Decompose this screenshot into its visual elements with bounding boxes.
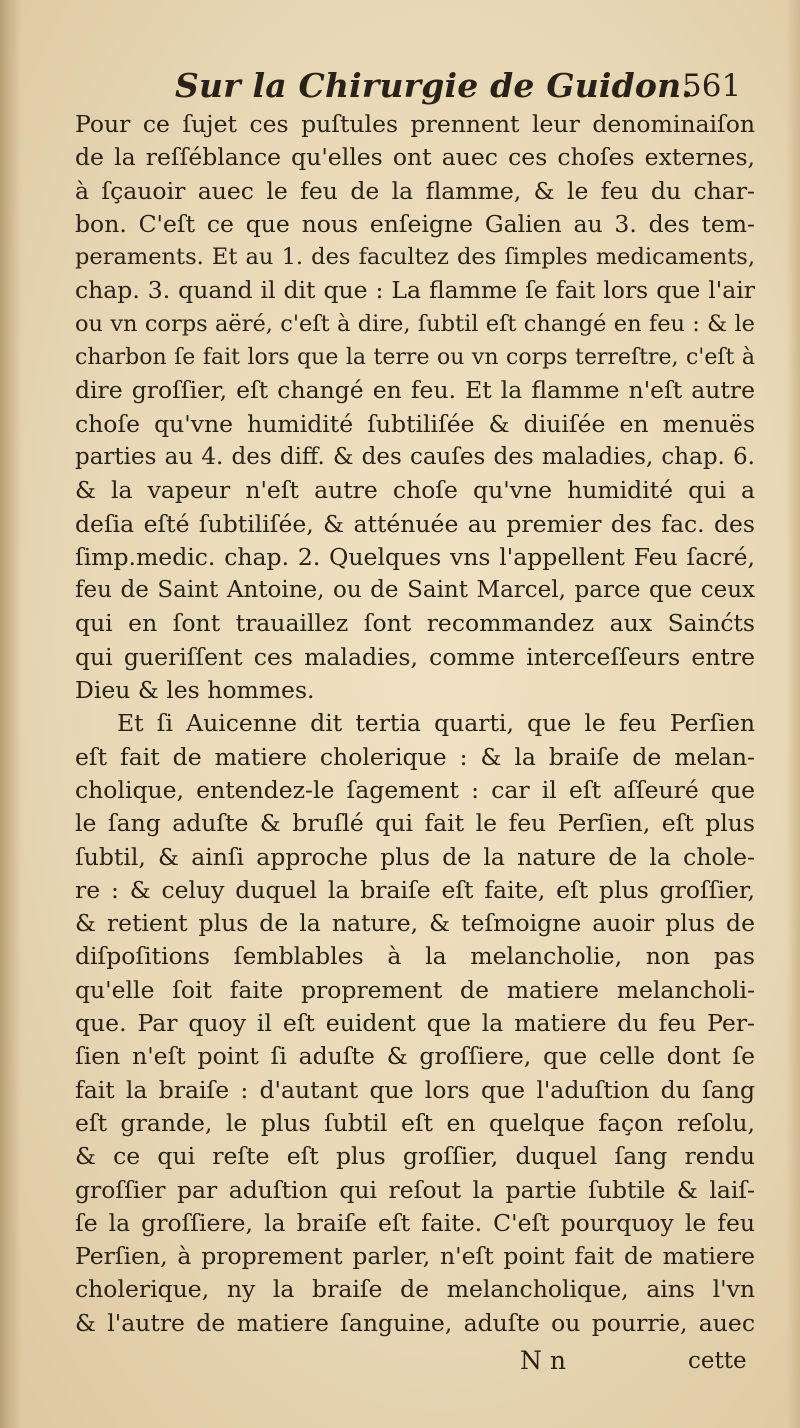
text-line: cholique, entendez-le ſagement : car il eſt aſſeuré que [75,775,755,804]
signature-mark: N n [520,1346,566,1375]
text-line: bon. C'eſt ce que nous enſeigne Galien au 3. des tem- [75,209,755,238]
page-number: 561 [682,68,742,104]
text-line: qui gueriſſent ces maladies, comme interceſſeurs entre [75,642,755,671]
text-line: charbon ſe fait lors que la terre ou vn corps terreſtre, c'eſt à [75,345,755,371]
text-line: re : & celuy duquel la braiſe eſt faite, eſt plus groſſier, [75,875,755,904]
text-line: fait la braiſe : d'autant que lors que l'aduſtion du ſang [75,1075,755,1104]
text-line: ſimp.medic. chap. 2. Quelques vns l'appellent Feu ſacré, [75,542,755,571]
body-text [75,108,755,1340]
text-line: choſe qu'vne humidité ſubtiliſée & diuiſée en menuës [75,409,755,438]
running-title: Sur la Chirurgie de Guidon. [175,66,693,105]
text-line: qui en ſont trauaillez ſont recommandez aux Sainćts [75,609,755,638]
text-line: diſpoſitions ſemblables à la melancholie, non pas [75,942,755,971]
text-line: Et ſi Auicenne dit tertia quarti, que le feu Perſien [117,709,755,738]
text-line: qu'elle ſoit faite proprement de matiere melancholi- [75,975,755,1004]
text-line: Perſien, à proprement parler, n'eſt point fait de matiere [75,1242,755,1271]
text-line: deſia eſté ſubtiliſée, & atténuée au premier des fac. des [75,509,755,538]
page-footer [0,1346,800,1386]
text-line: Dieu & les hommes. [75,676,315,705]
text-line: & la vapeur n'eſt autre choſe qu'vne humidité qui a [75,476,755,505]
text-line: eſt grande, le plus ſubtil eſt en quelque façon reſolu, [75,1108,755,1137]
text-line: dire groſſier, eſt changé en feu. Et la flamme n'eſt autre [75,376,755,405]
page-header [0,62,800,112]
text-line: cholerique, ny la braiſe de melancholique, ains l'vn [75,1275,755,1304]
text-line: le ſang aduſte & bruſlé qui fait le feu Perſien, eſt plus [75,809,755,838]
text-line: à ſçauoir auec le feu de la flamme, & le feu du char- [75,176,755,205]
text-line: Pour ce ſujet ces puſtules prennent leur denominaiſon [75,110,755,138]
text-line: ſubtil, & ainſi approche plus de la nature de la chole- [75,842,755,871]
text-line: chap. 3. quand il dit que : La flamme ſe fait lors que l'air [75,276,755,305]
text-line: & retient plus de la nature, & teſmoigne auoir plus de [75,909,755,938]
text-line: parties au 4. des diff. & des cauſes des maladies, chap. 6. [75,443,755,470]
text-line: eſt fait de matiere cholerique : & la braiſe de melan- [75,742,755,771]
text-line: que. Par quoy il eſt euident que la matiere du feu Per- [75,1009,755,1038]
text-line: feu de Saint Antoine, ou de Saint Marcel, parce que ceux [75,577,755,604]
text-line: & l'autre de matiere ſanguine, aduſte ou pourrie, auec [75,1308,755,1337]
text-line: ou vn corps aëré, c'eſt à dire, ſubtil eſt changé en feu : & le [75,310,755,337]
text-line: ſien n'eſt point ſi aduſte & groſſiere, que celle dont ſe [75,1042,755,1071]
text-line: ſe la groſſiere, la braiſe eſt faite. C'eſt pourquoy le feu [75,1208,755,1237]
text-line: groſſier par aduſtion qui reſout la partie ſubtile & laiſ- [75,1175,755,1204]
text-line: peraments. Et au 1. des facultez des ſimples medicaments, [75,244,755,271]
text-line: de la reſſéblance qu'elles ont auec ces choſes externes, [75,143,755,172]
text-line: & ce qui reſte eſt plus groſſier, duquel ſang rendu [75,1142,755,1171]
catchword: cette [688,1348,747,1374]
